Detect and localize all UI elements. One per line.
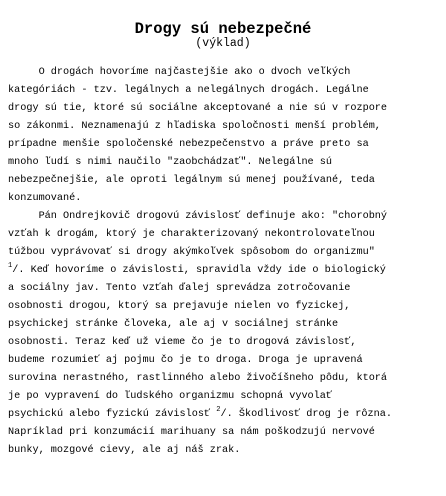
paragraph-line: drogy sú tie, ktoré sú sociálne akceptované a nie sú v rozpore: [8, 103, 388, 114]
paragraph-line: osobnosti drogou, ktorý sa prejavuje nielen vo fyzickej,: [8, 301, 351, 312]
paragraph-line: bunky, mozgové cievy, ale aj náš zrak.: [8, 445, 241, 456]
paragraph-line: $^1$/. Keď hovoríme o závislosti, spravidla vždy ide o biologický: [8, 262, 386, 276]
paragraph-line: mnoho ľudí s nimi naučilo "zaobchádzať". Nelegálne sú: [8, 157, 333, 168]
paragraph-line: psychickej stránke človeka, ale aj v sociálnej stránke: [8, 319, 339, 330]
footnote-marker: 1: [8, 262, 13, 270]
paragraph-line: a sociálny jav. Tento vzťah ďalej sprevádza zotročovanie: [8, 283, 351, 294]
paragraph-line: je po vypravení do ľudského organizmu schopná vyvolať: [8, 391, 333, 402]
document-subtitle: (výklad): [195, 37, 251, 50]
paragraph-line: so zákonmi. Neznamenajú z hľadiska spoločnosti menší problém,: [8, 121, 381, 132]
paragraph-line: O drogách hovoríme najčastejšie ako o dvoch veľkých: [8, 67, 351, 78]
paragraph-line: osobnosti. Teraz keď už vieme čo je to drogová závislosť,: [8, 337, 357, 348]
paragraph-line: kategóriách - tzv. legálnych a nelegálnych drogách. Legálne: [8, 85, 369, 96]
paragraph-line: túžbou vyprávovať si drogy akýmkoľvek spôsobom do organizmu": [8, 247, 375, 258]
paragraph-line: psychickú alebo fyzickú závislosť $^2$/. Škodlivosť drog je rôzna.: [8, 406, 392, 420]
paragraph-line: budeme rozumieť aj pojmu čo je to droga. Droga je upravená: [8, 355, 363, 366]
paragraph-line: konzumované.: [8, 193, 82, 204]
footnote-marker: 2: [216, 406, 221, 414]
paragraph-line: vzťah k drogám, ktorý je charakterizovaný nekontrolovateľnou: [8, 229, 375, 240]
paragraph-line: Pán Ondrejkovič drogovú závislosť definuje ako: "chorobný: [8, 211, 388, 222]
paragraph-line: Napríklad pri konzumácií marihuany sa nám poškodzujú nervové: [8, 427, 375, 438]
paragraph-line: nebezpečnejšie, ale oproti legálnym sú menej používané, teda: [8, 175, 375, 186]
paragraph-line: surovina nerastného, rastlinného alebo živočíšneho pôdu, ktorá: [8, 373, 388, 384]
document-title: Drogy sú nebezpečné: [134, 20, 312, 38]
paragraph-line: prípadne menšie spoločenské nebezpečenstvo a práve preto sa: [8, 139, 369, 150]
